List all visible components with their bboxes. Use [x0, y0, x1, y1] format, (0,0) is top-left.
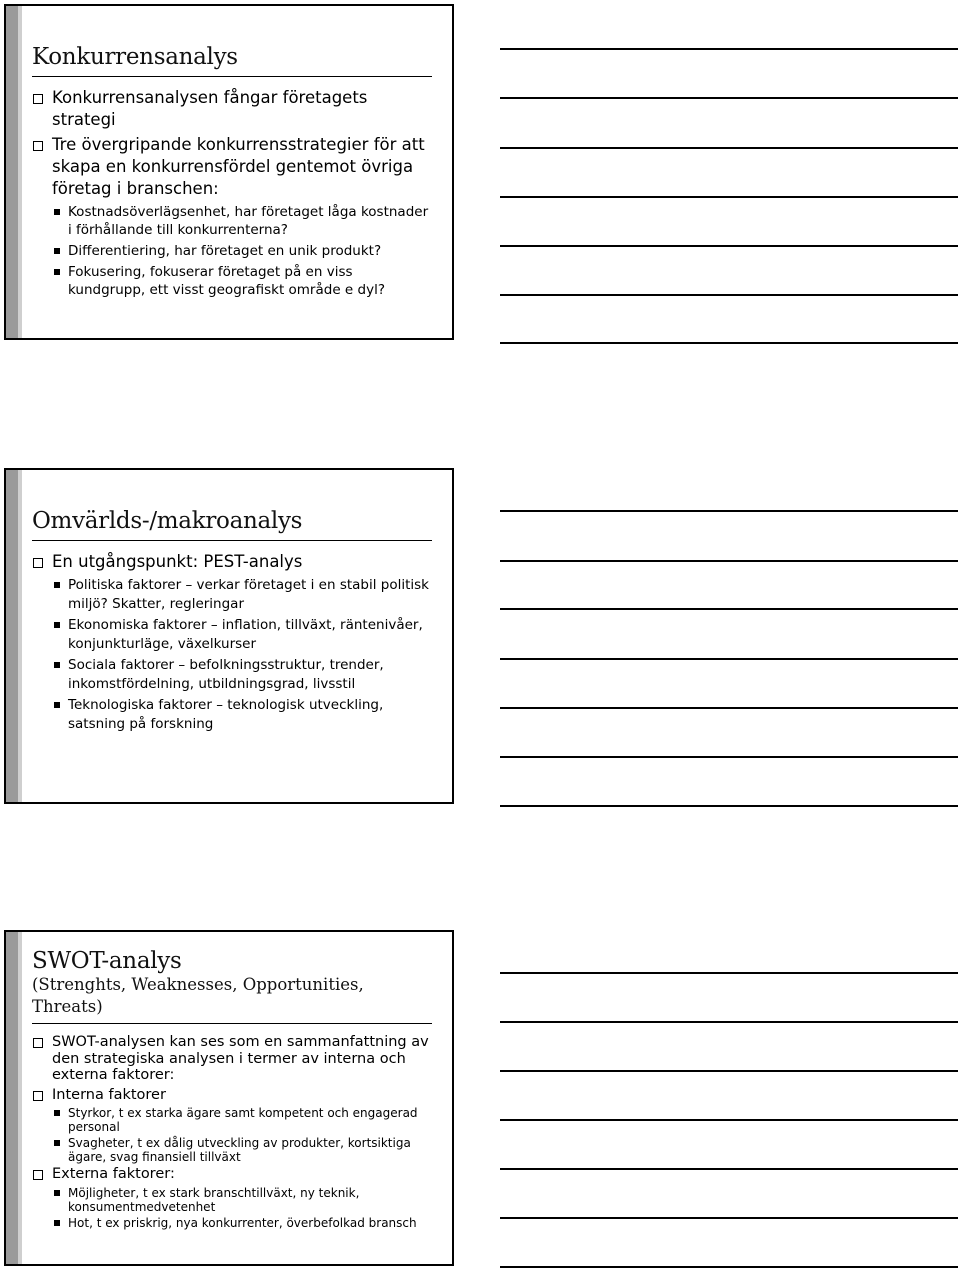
list-item: En utgångspunkt: PEST-analys [32, 551, 432, 573]
title-divider [32, 76, 432, 77]
slide-accent-bar [6, 932, 18, 1264]
note-line [500, 756, 958, 758]
slide-title: Omvärlds-/makroanalys [32, 508, 303, 534]
slide-konkurrensanalys [4, 4, 454, 340]
slide-accent-bar [6, 6, 18, 338]
note-line [500, 245, 958, 247]
slide-title: SWOT-analys [32, 948, 182, 974]
note-line [500, 196, 958, 198]
slide-accent-bar [6, 470, 18, 802]
title-divider [32, 540, 432, 541]
note-line [500, 510, 958, 512]
note-line [500, 342, 958, 344]
bullet-list [32, 551, 432, 734]
list-item: Tre övergripande konkurrensstrategier för att skapa en konkurrensfördel gentemot övriga företag i branschen: [32, 134, 432, 200]
sub-list-item: Kostnadsöverlägsenhet, har företaget låga kostnader i förhållande till konkurrenterna? [54, 203, 432, 239]
bullet-list [32, 1034, 432, 1230]
note-line [500, 294, 958, 296]
sub-list-item: Hot, t ex priskrig, nya konkurrenter, överbefolkad bransch [54, 1216, 432, 1230]
note-line [500, 1119, 958, 1121]
sub-list-item: Styrkor, t ex starka ägare samt kompetent och engagerad personal [54, 1106, 432, 1134]
sub-list-item: Differentiering, har företaget en unik produkt? [54, 242, 432, 260]
list-item: Interna faktorer [32, 1087, 432, 1104]
sub-list-item: Ekonomiska faktorer – inflation, tillväxt, räntenivåer, konjunkturläge, växelkurser [54, 616, 432, 654]
bullet-list [32, 87, 432, 299]
sub-list-item: Teknologiska faktorer – teknologisk utveckling, satsning på forskning [54, 696, 432, 734]
note-line [500, 1266, 958, 1268]
slide-swot-analys [4, 930, 454, 1266]
note-line [500, 48, 958, 50]
sub-list-item: Sociala faktorer – befolkningsstruktur, trender, inkomstfördelning, utbildningsgrad, livsstil [54, 656, 432, 694]
note-line [500, 97, 958, 99]
note-line [500, 972, 958, 974]
note-line [500, 560, 958, 562]
note-line [500, 1217, 958, 1219]
note-line [500, 1070, 958, 1072]
note-line [500, 805, 958, 807]
slide-title: Konkurrensanalys [32, 44, 238, 70]
slide-subtitle: (Strenghts, Weaknesses, Opportunities, Threats) [32, 975, 364, 1016]
note-line [500, 147, 958, 149]
note-line [500, 658, 958, 660]
list-item: Externa faktorer: [32, 1166, 432, 1183]
sub-list-item: Politiska faktorer – verkar företaget i en stabil politisk miljö? Skatter, regleringar [54, 576, 432, 614]
list-item: Konkurrensanalysen fångar företagets strategi [32, 87, 432, 131]
sub-list-item: Möjligheter, t ex stark branschtillväxt, ny teknik, konsumentmedvetenhet [54, 1186, 432, 1214]
note-line [500, 1168, 958, 1170]
slide-omvarldsanalys [4, 468, 454, 804]
sub-list-item: Fokusering, fokuserar företaget på en viss kundgrupp, ett visst geografiskt område e dyl? [54, 263, 432, 299]
note-line [500, 608, 958, 610]
note-line [500, 707, 958, 709]
sub-list-item: Svagheter, t ex dålig utveckling av produkter, kortsiktiga ägare, svag finansiell tillväxt [54, 1136, 432, 1164]
note-line [500, 1021, 958, 1023]
list-item: SWOT-analysen kan ses som en sammanfattning av den strategiska analysen i termer av interna och externa faktorer: [32, 1034, 432, 1084]
title-divider [32, 1023, 432, 1024]
